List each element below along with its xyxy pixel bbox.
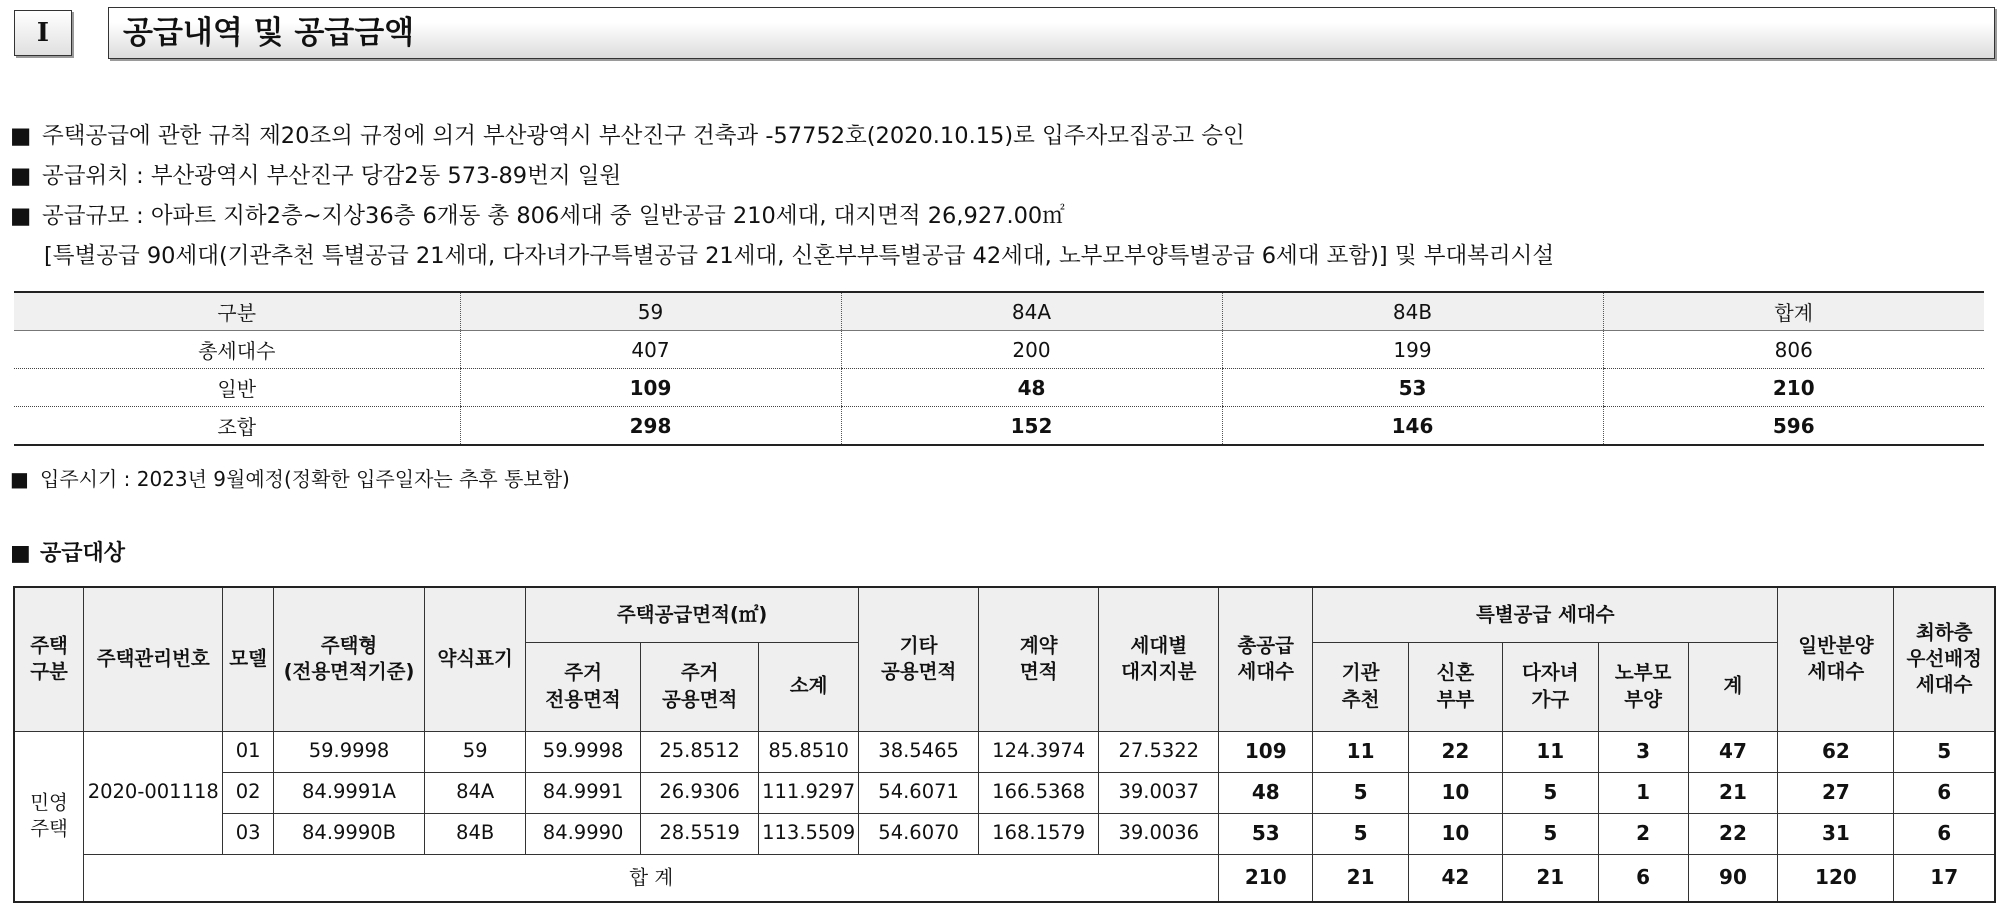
supply-row xyxy=(14,731,1995,772)
supply-cell-other: 38.5465 xyxy=(859,731,979,772)
notice-move-in-text: 입주시기 : 2023년 9월예정(정확한 입주일자는 추후 통보함) xyxy=(40,467,570,491)
header-lowest-floor: 최하층 우선배정 세대수 xyxy=(1894,587,1995,731)
header-land-share: 세대별 대지지분 xyxy=(1099,587,1219,731)
supply-cell-lowest: 5 xyxy=(1894,731,1995,772)
square-bullet-icon: ■ xyxy=(10,467,29,491)
supply-cell-general: 62 xyxy=(1778,731,1894,772)
supply-cell-sp-sum: 47 xyxy=(1688,731,1778,772)
header-house-type: 주택형 (전용면적기준) xyxy=(273,587,424,731)
square-bullet-icon: ■ xyxy=(10,163,32,189)
total-cell-general: 120 xyxy=(1778,854,1894,902)
supply-cell-land: 39.0037 xyxy=(1099,772,1219,813)
header-sp-institution: 기관 추천 xyxy=(1313,642,1409,731)
section-number: I xyxy=(14,10,72,56)
header-mgmt-no: 주택관리번호 xyxy=(84,587,223,731)
notice-location-text: 공급위치 : 부산광역시 부산진구 당감2동 573-89번지 일원 xyxy=(42,163,622,189)
square-bullet-icon: ■ xyxy=(10,541,31,566)
header-area-group: 주택공급면적(㎡) xyxy=(526,587,859,642)
mgmt-no-cell: 2020-001118 xyxy=(84,731,223,854)
supply-cell-contract: 168.1579 xyxy=(979,813,1099,854)
supply-cell-elder: 1 xyxy=(1598,772,1688,813)
supply-cell-lowest: 6 xyxy=(1894,813,1995,854)
summary-row-label: 조합 xyxy=(14,407,460,446)
supply-cell-other: 54.6071 xyxy=(859,772,979,813)
summary-cell: 152 xyxy=(841,407,1222,446)
supply-cell-inst: 5 xyxy=(1313,813,1409,854)
supply-cell-exclusive: 84.9991 xyxy=(526,772,641,813)
notice-approval-text: 주택공급에 관한 규칙 제20조의 규정에 의거 부산광역시 부산진구 건축과 -57752호(2020.10.15)로 입주자모집공고 승인 xyxy=(42,123,1245,149)
supply-target-heading xyxy=(10,538,125,570)
header-sp-total: 계 xyxy=(1688,642,1778,731)
square-bullet-icon: ■ xyxy=(10,123,32,149)
summary-header-cell: 합계 xyxy=(1603,292,1984,331)
supply-cell-sp-sum: 22 xyxy=(1688,813,1778,854)
notice-scale-text: 공급규모 : 아파트 지하2층~지상36층 6개동 총 806세대 중 일반공급 210세대, 대지면적 26,927.00㎡ xyxy=(42,203,1065,229)
supply-cell-general: 27 xyxy=(1778,772,1894,813)
supply-cell-newly: 22 xyxy=(1409,731,1503,772)
header-other-common: 기타 공용면적 xyxy=(859,587,979,731)
supply-cell-contract: 166.5368 xyxy=(979,772,1099,813)
supply-cell-contract: 124.3974 xyxy=(979,731,1099,772)
total-cell-multi: 21 xyxy=(1502,854,1598,902)
summary-header-cell: 84B xyxy=(1222,292,1603,331)
supply-cell-house-type: 84.9991A xyxy=(273,772,424,813)
header-subtotal: 소계 xyxy=(759,642,859,731)
summary-cell: 298 xyxy=(460,407,841,446)
summary-cell: 53 xyxy=(1222,369,1603,407)
supply-cell-land: 27.5322 xyxy=(1099,731,1219,772)
header-sp-newlywed: 신혼 부부 xyxy=(1409,642,1503,731)
total-cell-inst: 21 xyxy=(1313,854,1409,902)
supply-cell-multi: 5 xyxy=(1502,772,1598,813)
notice-approval xyxy=(10,120,1245,152)
summary-row xyxy=(14,331,1984,369)
supply-cell-house-type: 84.9990B xyxy=(273,813,424,854)
supply-target-heading-text: 공급대상 xyxy=(40,541,126,566)
header-general: 일반분양 세대수 xyxy=(1778,587,1894,731)
summary-cell: 596 xyxy=(1603,407,1984,446)
total-label: 합 계 xyxy=(84,854,1219,902)
supply-cell-inst: 5 xyxy=(1313,772,1409,813)
total-cell-elder: 6 xyxy=(1598,854,1688,902)
summary-row-label: 총세대수 xyxy=(14,331,460,369)
supply-cell-model: 02 xyxy=(223,772,273,813)
total-cell-sp-sum: 90 xyxy=(1688,854,1778,902)
header-sp-elderly: 노부모 부양 xyxy=(1598,642,1688,731)
summary-header-cell: 59 xyxy=(460,292,841,331)
supply-cell-multi: 5 xyxy=(1502,813,1598,854)
supply-cell-sp-sum: 21 xyxy=(1688,772,1778,813)
header-contract-area: 계약 면적 xyxy=(979,587,1099,731)
supply-cell-elder: 2 xyxy=(1598,813,1688,854)
supply-cell-model: 03 xyxy=(223,813,273,854)
supply-cell-total: 53 xyxy=(1219,813,1313,854)
supply-row xyxy=(14,772,1995,813)
notice-move-in xyxy=(10,463,570,495)
supply-cell-general: 31 xyxy=(1778,813,1894,854)
summary-header-cell: 84A xyxy=(841,292,1222,331)
supply-cell-elder: 3 xyxy=(1598,731,1688,772)
summary-header-cell: 구분 xyxy=(14,292,460,331)
total-cell-lowest: 17 xyxy=(1894,854,1995,902)
supply-cell-other: 54.6070 xyxy=(859,813,979,854)
supply-cell-total: 48 xyxy=(1219,772,1313,813)
summary-cell: 48 xyxy=(841,369,1222,407)
supply-cell-subtotal: 111.9297 xyxy=(759,772,859,813)
supply-cell-newly: 10 xyxy=(1409,813,1503,854)
square-bullet-icon: ■ xyxy=(10,203,32,229)
summary-cell: 109 xyxy=(460,369,841,407)
supply-cell-short: 84A xyxy=(425,772,526,813)
supply-cell-lowest: 6 xyxy=(1894,772,1995,813)
supply-cell-newly: 10 xyxy=(1409,772,1503,813)
summary-cell: 146 xyxy=(1222,407,1603,446)
supply-cell-house-type: 59.9998 xyxy=(273,731,424,772)
supply-cell-subtotal: 113.5509 xyxy=(759,813,859,854)
summary-row xyxy=(14,369,1984,407)
supply-cell-multi: 11 xyxy=(1502,731,1598,772)
notice-scale xyxy=(10,200,1065,232)
header-special-group: 특별공급 세대수 xyxy=(1313,587,1778,642)
supply-cell-common: 28.5519 xyxy=(641,813,759,854)
header-housing-type: 주택 구분 xyxy=(14,587,84,731)
summary-cell: 210 xyxy=(1603,369,1984,407)
supply-cell-common: 26.9306 xyxy=(641,772,759,813)
summary-cell: 806 xyxy=(1603,331,1984,369)
header-common: 주거 공용면적 xyxy=(641,642,759,731)
summary-cell: 199 xyxy=(1222,331,1603,369)
notice-scale-detail: [특별공급 90세대(기관추천 특별공급 21세대, 다자녀가구특별공급 21세대, 신혼부부특별공급 42세대, 노부모부양특별공급 6세대 포함)] 및 부대복리시설 xyxy=(44,243,1555,269)
summary-cell: 200 xyxy=(841,331,1222,369)
summary-header-row xyxy=(14,292,1984,331)
supply-cell-land: 39.0036 xyxy=(1099,813,1219,854)
summary-cell: 407 xyxy=(460,331,841,369)
supply-cell-inst: 11 xyxy=(1313,731,1409,772)
summary-row-label: 일반 xyxy=(14,369,460,407)
supply-table xyxy=(13,586,1996,903)
summary-table xyxy=(14,291,1984,446)
summary-row xyxy=(14,407,1984,446)
header-total-supply: 총공급 세대수 xyxy=(1219,587,1313,731)
total-cell-total: 210 xyxy=(1219,854,1313,902)
supply-cell-total: 109 xyxy=(1219,731,1313,772)
section-title: 공급내역 및 공급금액 xyxy=(108,7,1995,59)
supply-row xyxy=(14,813,1995,854)
supply-cell-common: 25.8512 xyxy=(641,731,759,772)
supply-cell-model: 01 xyxy=(223,731,273,772)
header-exclusive: 주거 전용면적 xyxy=(526,642,641,731)
total-cell-newly: 42 xyxy=(1409,854,1503,902)
supply-cell-short: 59 xyxy=(425,731,526,772)
supply-cell-short: 84B xyxy=(425,813,526,854)
header-short-label: 약식표기 xyxy=(425,587,526,731)
header-model: 모델 xyxy=(223,587,273,731)
supply-cell-exclusive: 59.9998 xyxy=(526,731,641,772)
supply-cell-subtotal: 85.8510 xyxy=(759,731,859,772)
supply-total-row xyxy=(14,854,1995,902)
supply-cell-exclusive: 84.9990 xyxy=(526,813,641,854)
notice-location xyxy=(10,160,621,192)
header-sp-multichild: 다자녀 가구 xyxy=(1502,642,1598,731)
housing-type-cell: 민영 주택 xyxy=(14,731,84,902)
